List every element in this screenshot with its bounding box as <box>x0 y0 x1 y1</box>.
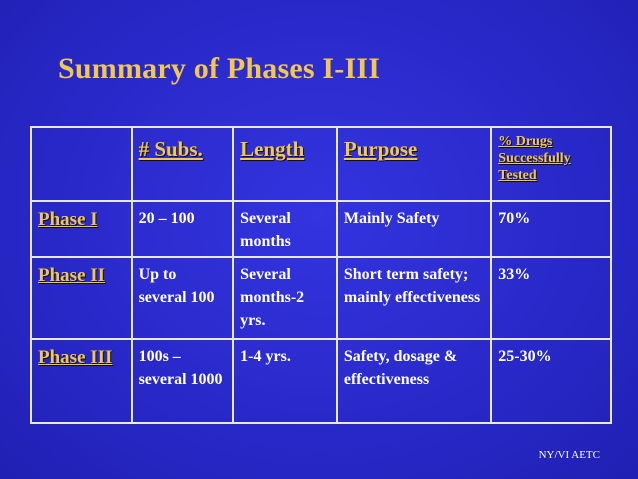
header-subs <box>132 127 234 201</box>
row-purpose: Short term safety; mainly effectiveness <box>337 257 491 339</box>
row-subs: 20 – 100 <box>132 201 234 257</box>
header-cell-empty <box>31 127 132 201</box>
row-phase-label: Phase I <box>31 201 132 257</box>
footer-credit: NY/VI AETC <box>538 449 600 461</box>
table-row <box>31 339 611 423</box>
row-subs: 100s – several 1000 <box>132 339 234 423</box>
table-row <box>31 201 611 257</box>
header-length-label: Length <box>240 137 305 161</box>
row-length: 1-4 yrs. <box>233 339 337 423</box>
header-subs-label: # Subs. <box>138 137 203 161</box>
row-phase-label: Phase III <box>31 339 132 423</box>
row-length: Several months <box>233 201 337 257</box>
row-phase-label: Phase II <box>31 257 132 339</box>
header-length <box>233 127 337 201</box>
slide-title: Summary of Phases I-III <box>58 52 381 85</box>
row-pct: 25-30% <box>491 339 611 423</box>
table-header-row <box>31 127 611 201</box>
table-row <box>31 257 611 339</box>
phases-summary-table <box>30 126 612 424</box>
row-purpose: Safety, dosage & effectiveness <box>337 339 491 423</box>
row-length: Several months-2 yrs. <box>233 257 337 339</box>
header-pct-tested: % Drugs Successfully Tested <box>491 127 611 201</box>
row-pct: 33% <box>491 257 611 339</box>
row-subs: Up to several 100 <box>132 257 234 339</box>
header-purpose-label: Purpose <box>343 137 418 161</box>
header-purpose <box>337 127 491 201</box>
row-pct: 70% <box>491 201 611 257</box>
row-purpose: Mainly Safety <box>337 201 491 257</box>
